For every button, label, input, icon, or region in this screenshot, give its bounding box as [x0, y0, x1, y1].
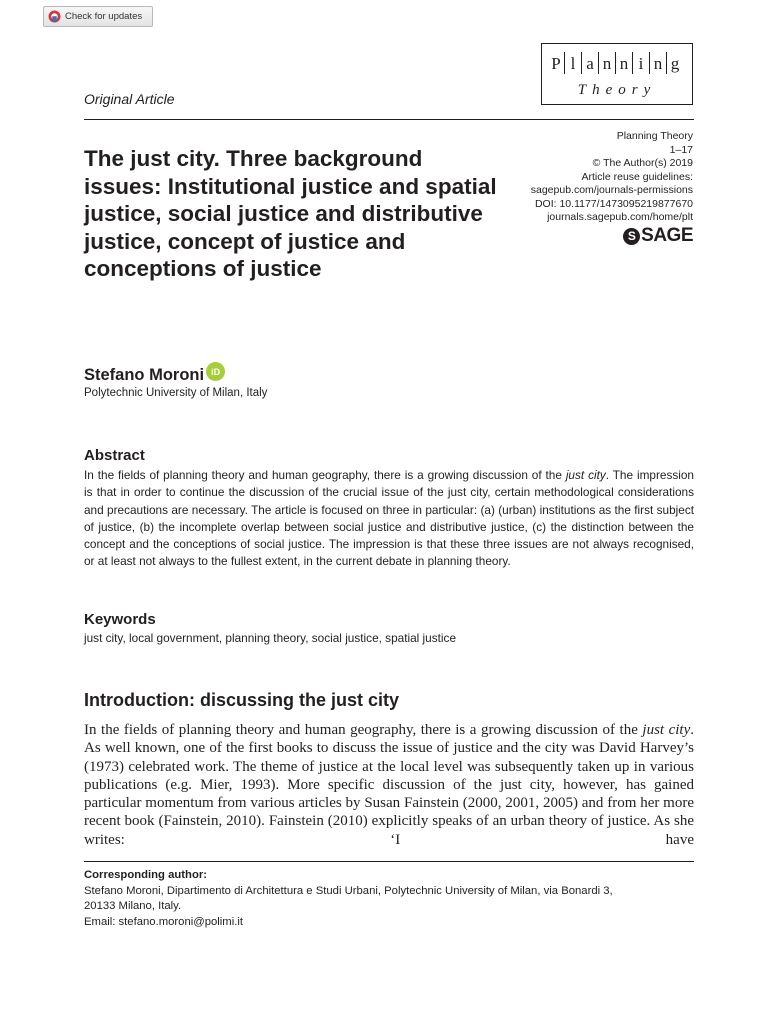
check-for-updates-label: Check for updates	[65, 11, 143, 22]
abstract-heading: Abstract	[84, 447, 145, 464]
keywords-list: just city, local government, planning theory, social justice, spatial justice	[84, 631, 456, 645]
abstract-text-part: In the fields of planning theory and human geography, there is a growing discussion of the	[84, 468, 566, 482]
abstract-text	[84, 467, 694, 571]
logo-letter: n	[650, 52, 667, 74]
crossmark-icon	[48, 10, 61, 23]
logo-letter: a	[582, 52, 599, 74]
journal-logo	[541, 43, 693, 105]
meta-journal: Planning Theory	[616, 130, 693, 142]
publisher-name: SAGE	[641, 225, 693, 246]
meta-copyright: © The Author(s) 2019	[592, 157, 693, 169]
introduction-text-part: In the fields of planning theory and human geography, there is a growing discussion of the	[84, 722, 643, 738]
meta-doi[interactable]: DOI: 10.1177/1473095219877670	[534, 197, 693, 210]
logo-letter: i	[633, 52, 650, 74]
logo-letter: g	[670, 54, 680, 73]
journal-logo-letters	[548, 52, 683, 76]
meta-reuse-link[interactable]: sagepub.com/journals-permissions	[530, 184, 693, 196]
journal-logo-subtitle: Theory	[577, 82, 657, 98]
article-meta	[531, 130, 693, 225]
introduction-emphasis: just city	[642, 722, 691, 738]
author-line	[84, 366, 225, 385]
introduction-text	[84, 721, 694, 849]
corresponding-author-note	[84, 868, 704, 930]
meta-pages: 1–17	[669, 143, 693, 156]
logo-letter: l	[565, 52, 582, 74]
meta-reuse-label: Article reuse guidelines:	[581, 170, 693, 183]
keywords-heading: Keywords	[84, 611, 156, 628]
abstract-text-part: . The impression is that in order to continue the discussion of the crucial issue of the just city, certain methodological considerations and precautions are necessary. The article is focused on three in particular: (a) (urban) institutions as the first subject of justice, (b) the incomplete overlap between social justice and distributive justice, (c) the distinction between the concept and the conceptions of social justice. The impression is that these three issues are not always recognised, or at least not always to the fullest extent, in the current debate in planning theory.	[84, 468, 694, 569]
abstract-emphasis: just city	[565, 468, 606, 482]
meta-journal-link[interactable]: journals.sagepub.com/home/plt	[547, 211, 693, 223]
logo-letter: n	[616, 52, 633, 74]
publisher-logo	[623, 225, 693, 247]
check-for-updates-button[interactable]	[43, 6, 153, 27]
article-title: The just city. Three background issues: Institutional justice and spatial justice, social justice and distributive justice, concept of justice and conceptions of justice	[84, 146, 497, 281]
introduction-heading: Introduction: discussing the just city	[84, 690, 400, 710]
corresponding-address-line: 20133 Milano, Italy.	[84, 900, 182, 912]
article-type: Original Article	[84, 91, 175, 107]
corresponding-heading: Corresponding author:	[84, 869, 208, 881]
introduction-text-part: . As well known, one of the first books to discuss the issue of justice and the city was David Harvey’s (1973) celebrated work. The theme of justice at the local level was subsequently taken up in various publications (e.g. Mier, 1993). More specific discussion of the just city, however, has gained particular momentum from various articles by Susan Fainstein (2000, 2001, 2005) and from her more recent book (Fainstein, 2010). Fainstein (2010) explicitly speaks of an urban theory of justice. As she writes: ‘I have	[84, 722, 695, 848]
author-name: Stefano Moroni	[84, 366, 205, 384]
footnote-divider	[84, 861, 694, 862]
orcid-icon[interactable]: iD	[206, 362, 225, 381]
logo-letter: n	[599, 52, 616, 74]
corresponding-address-line: Stefano Moroni, Dipartimento di Architettura e Studi Urbani, Polytechnic University of Milan, via Bonardi 3,	[84, 884, 613, 897]
sage-s-icon: S	[623, 228, 640, 245]
corresponding-email[interactable]: Email: stefano.moroni@polimi.it	[84, 915, 244, 928]
header-divider	[84, 119, 694, 120]
author-affiliation: Polytechnic University of Milan, Italy	[84, 387, 268, 399]
logo-letter: P	[548, 52, 565, 74]
